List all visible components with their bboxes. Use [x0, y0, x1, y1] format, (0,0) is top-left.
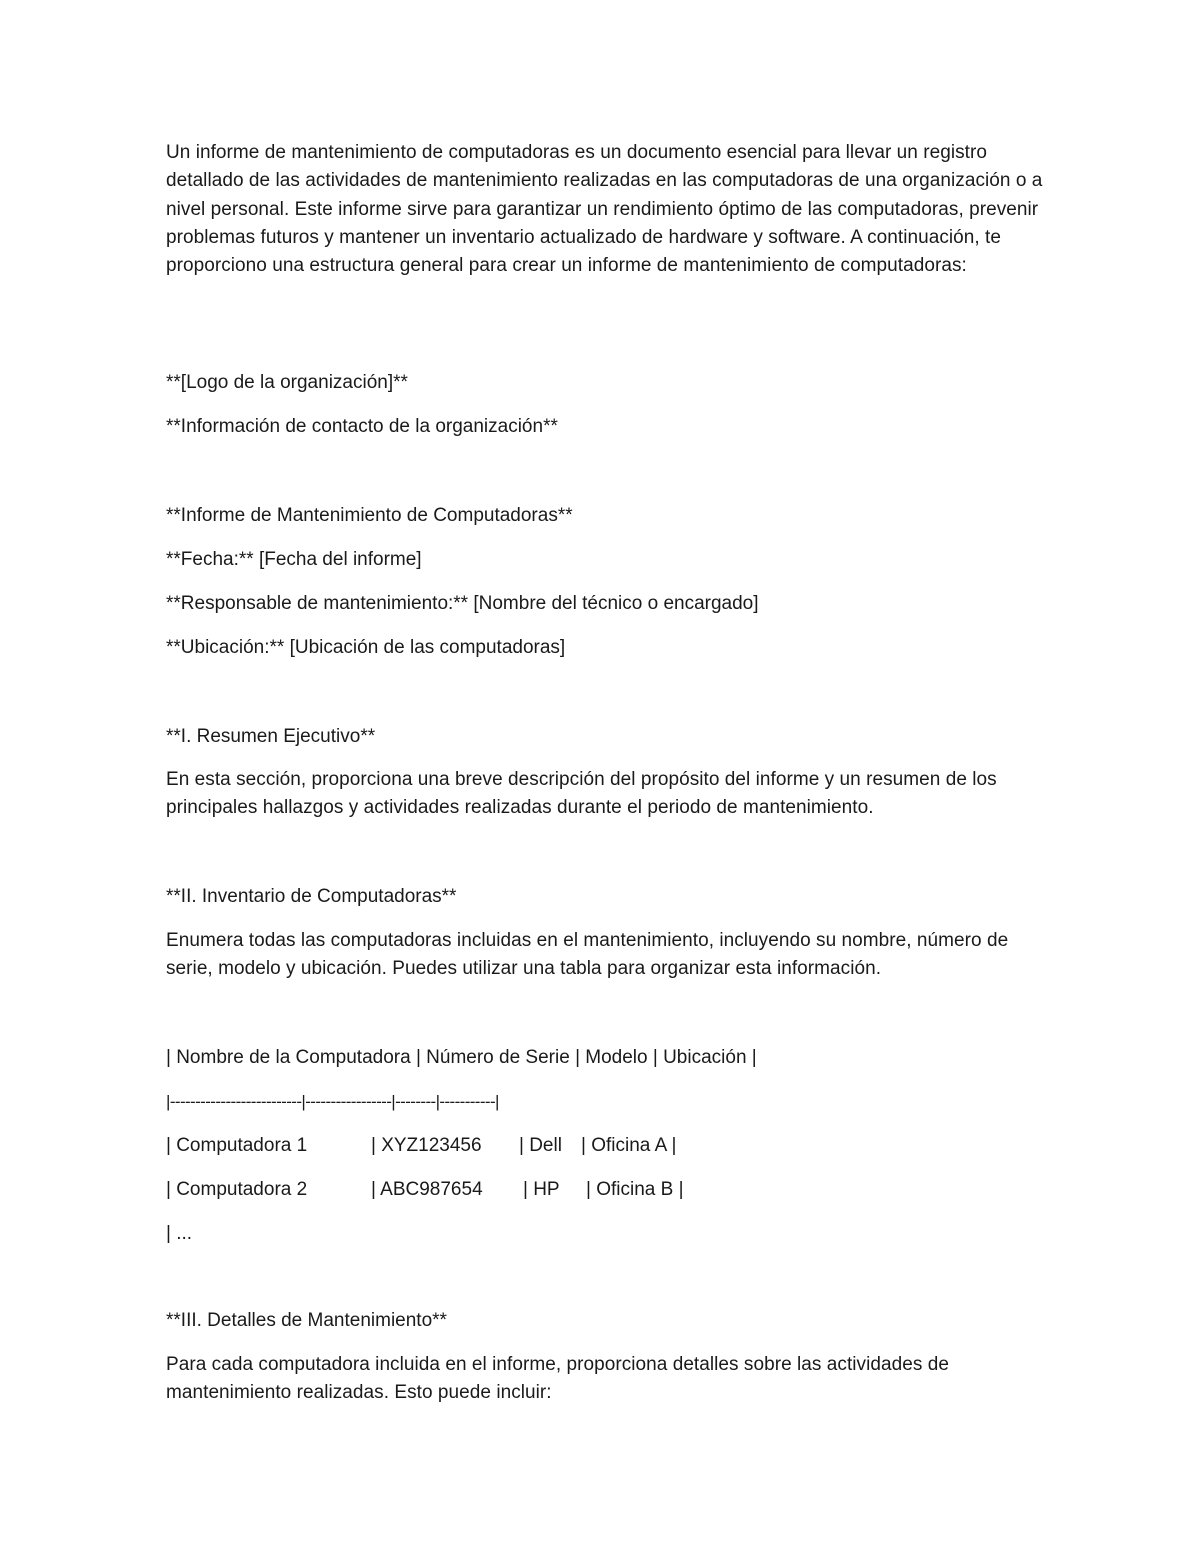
- table-ellipsis-row: | ...: [166, 1223, 193, 1244]
- table-row: [166, 1132, 766, 1160]
- table-cell-model: | HP: [523, 1179, 560, 1200]
- table-cell-location: | Oficina B |: [586, 1179, 684, 1200]
- responsible-line: **Responsable de mantenimiento:** [Nombre del técnico o encargado]: [166, 593, 759, 614]
- table-cell-name: | Computadora 2: [166, 1179, 308, 1200]
- section3-body: Para cada computadora incluida en el informe, proporciona detalles sobre las actividades de mantenimiento realizadas. Esto puede incluir:: [166, 1354, 949, 1404]
- table-header-line: | Nombre de la Computadora | Número de Serie | Modelo | Ubicación |: [166, 1047, 757, 1068]
- section2-heading: **II. Inventario de Computadoras**: [166, 886, 457, 907]
- section1-heading: **I. Resumen Ejecutivo**: [166, 726, 376, 747]
- contact-info-line: **Información de contacto de la organización**: [166, 416, 558, 437]
- report-title: **Informe de Mantenimiento de Computadoras**: [166, 505, 573, 526]
- table-separator-line: |--------------------------|-----------------|--------|-----------|: [166, 1092, 499, 1111]
- intro-paragraph: Un informe de mantenimiento de computadoras es un documento esencial para llevar un registro detallado de las actividades de mantenimiento realizadas en las computadoras de una organización o a nivel personal. Este informe sirve para garantizar un rendimiento óptimo de las computadoras, prevenir problemas futuros y mantener un inventario actualizado de hardware y software. A continuación, te proporciono una estructura general para crear un informe de mantenimiento de computadoras:: [166, 142, 1043, 277]
- table-cell-location: | Oficina A |: [581, 1135, 677, 1156]
- logo-placeholder-line: **[Logo de la organización]**: [166, 372, 408, 393]
- table-cell-model: | Dell: [519, 1135, 562, 1156]
- table-cell-name: | Computadora 1: [166, 1135, 308, 1156]
- table-cell-serial: | XYZ123456: [371, 1135, 482, 1156]
- table-row: [166, 1176, 766, 1204]
- location-line: **Ubicación:** [Ubicación de las computadoras]: [166, 637, 566, 658]
- section1-body: En esta sección, proporciona una breve descripción del propósito del informe y un resumen de los principales hallazgos y actividades realizadas durante el periodo de mantenimiento.: [166, 769, 997, 819]
- date-line: **Fecha:** [Fecha del informe]: [166, 549, 422, 570]
- table-cell-serial: | ABC987654: [371, 1179, 483, 1200]
- section2-body: Enumera todas las computadoras incluidas en el mantenimiento, incluyendo su nombre, número de serie, modelo y ubicación. Puedes utilizar una tabla para organizar esta información.: [166, 930, 1009, 980]
- section3-heading: **III. Detalles de Mantenimiento**: [166, 1310, 447, 1331]
